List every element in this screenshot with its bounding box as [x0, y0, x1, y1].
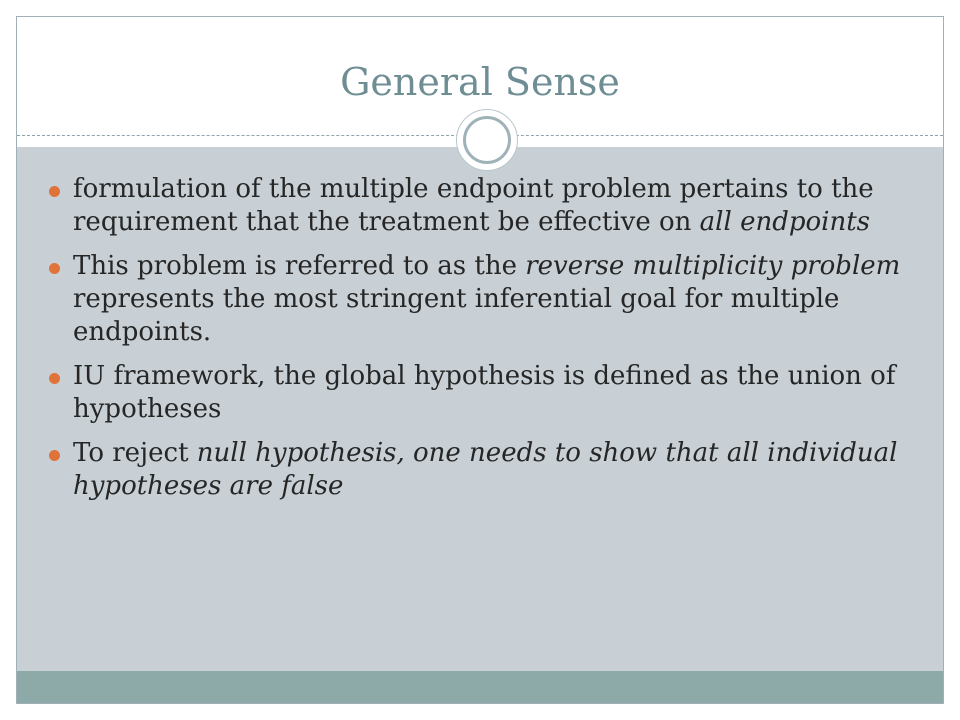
bullet-dot-icon — [49, 450, 60, 461]
bullet-text-italic: all endpoints — [699, 207, 870, 238]
slide-frame — [16, 16, 944, 704]
bullet-text: formulation of the multiple endpoint problem pertains to the requirement that the treatment be effective on — [73, 174, 874, 238]
bullet-text: IU framework, the global hypothesis is defined as the union of hypotheses — [73, 361, 896, 425]
bullet-item — [47, 173, 917, 239]
footer-band — [17, 671, 943, 703]
bullet-dot-icon — [49, 373, 60, 384]
bullet-text-italic: null hypothesis, one needs to show that all individual hypotheses are false — [73, 438, 898, 502]
bullet-dot-icon — [49, 263, 60, 274]
slide-title: General Sense — [340, 60, 620, 104]
circle-ornament-ring-icon — [463, 116, 511, 164]
bullet-item — [47, 437, 917, 503]
bullet-text: This problem is referred to as the — [73, 251, 526, 282]
bullet-list — [47, 173, 917, 514]
bullet-dot-icon — [49, 186, 60, 197]
bullet-text: To reject — [73, 438, 197, 469]
bullet-text-italic: reverse multiplicity problem — [525, 251, 901, 282]
bullet-item — [47, 360, 917, 426]
bullet-item — [47, 250, 917, 349]
bullet-text-continued: represents the most stringent inferential goal for multiple endpoints. — [73, 284, 840, 348]
